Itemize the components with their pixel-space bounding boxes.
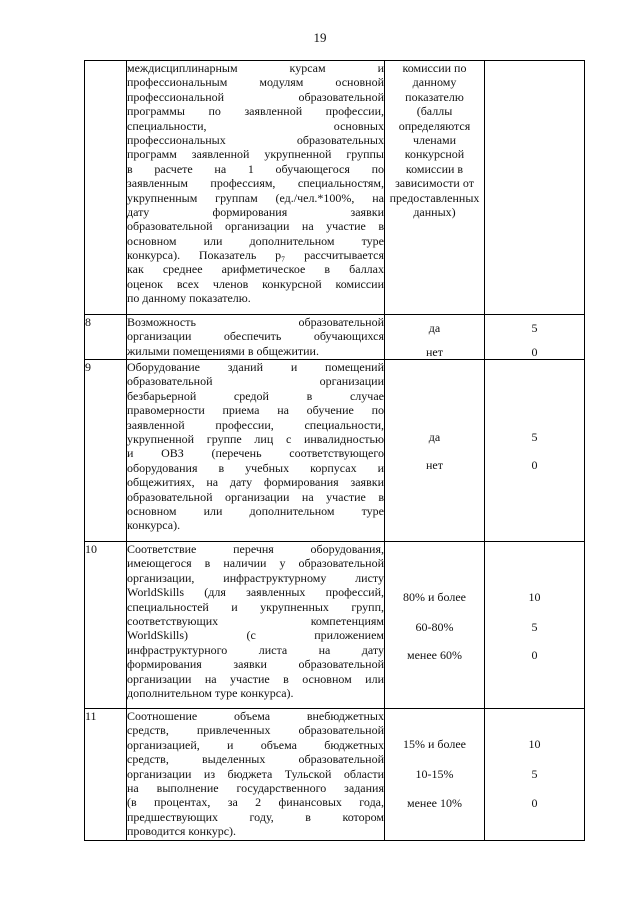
description-line: Соответствие перечня оборудования, — [127, 542, 384, 556]
description-line: основном или дополнительном туре — [127, 233, 384, 248]
description-line: формирования заявки образовательной — [127, 657, 384, 672]
table-row — [85, 709, 585, 841]
description-line: междисциплинарным курсам и — [127, 61, 384, 75]
row-number: 10 — [85, 542, 127, 709]
score-value: 5 — [531, 321, 538, 335]
description-line: дополнительном туре конкурса). — [127, 685, 294, 700]
criteria-option: 10-15% — [415, 767, 454, 781]
description-line: жилыми помещениями в общежитии. — [127, 343, 319, 358]
description-line: оценок всех членов конкурсной комиссии — [127, 276, 384, 291]
criteria-option: 80% и более — [402, 590, 466, 604]
score-value: 0 — [531, 458, 538, 472]
criteria-line: зависимости от — [395, 176, 474, 191]
description-line: WorldSkills) (с приложением — [127, 628, 384, 643]
description-line: организации обеспечить обучающихся — [127, 329, 384, 344]
criteria-table — [84, 60, 585, 841]
table-row — [85, 315, 585, 360]
score-value: 5 — [531, 767, 538, 781]
description-line: укрупненной группе лиц с инвалидностью — [127, 431, 384, 446]
criteria-option: нет — [426, 458, 443, 472]
criteria-line: членами — [412, 133, 457, 148]
description-line: проводится конкурс). — [127, 824, 237, 839]
criteria-line: предоставленных — [389, 190, 480, 205]
criteria-option: нет — [426, 345, 443, 359]
description-line: профессиональным модулям основной — [127, 75, 384, 90]
criteria-line: определяются — [398, 118, 471, 133]
criteria-line: (баллы — [416, 104, 453, 119]
score-value: 5 — [531, 620, 538, 634]
score-cell — [485, 360, 585, 542]
description-line: WorldSkills (для заявленных профессий, — [127, 585, 384, 600]
score-value: 10 — [528, 737, 541, 751]
description-line: конкурса). Показатель p₇ рассчитывается — [127, 248, 384, 263]
criteria-option: 60-80% — [415, 620, 454, 634]
description-line: организации из бюджета Тульской области — [127, 766, 384, 781]
criteria-line: комиссии в — [405, 161, 464, 176]
table-row — [85, 61, 585, 315]
criteria-option: да — [428, 321, 441, 335]
description-line: соответствующих компетенциям — [127, 613, 384, 628]
score-value: 0 — [531, 648, 538, 662]
description-line: специальности, основных — [127, 118, 384, 133]
description-line: (в процентах, за 2 финансовых года, — [127, 795, 384, 810]
criteria-line: комиссии по — [402, 61, 467, 75]
description-line: профессиональных образовательных — [127, 132, 384, 147]
description-line: Оборудование зданий и помещений — [127, 360, 384, 374]
description-line: программы по заявленной профессии, — [127, 104, 384, 119]
evaluation-criteria — [385, 709, 485, 841]
row-number: 11 — [85, 709, 127, 841]
description-line: образовательной организации на участие в — [127, 489, 384, 504]
score-value: 0 — [531, 345, 538, 359]
score-value: 5 — [531, 430, 538, 444]
table-row — [85, 360, 585, 542]
description-line: по данному показателю. — [127, 291, 251, 306]
description-line: на выполнение государственного задания — [127, 780, 384, 795]
evaluation-criteria — [385, 315, 485, 360]
description-line: средств, выделенных образовательной — [127, 752, 384, 767]
description-line: оборудования в учебных корпусах и — [127, 460, 384, 475]
description-line: организации на участие в основном или — [127, 671, 384, 686]
description-line: организации, инфраструктурному листу — [127, 570, 384, 585]
description-line: конкурса). — [127, 518, 181, 533]
evaluation-criteria — [385, 61, 485, 315]
row-number: 8 — [85, 315, 127, 360]
description-line: как среднее арифметическое в баллах — [127, 262, 384, 277]
description-line: профессиональной образовательной — [127, 89, 384, 104]
evaluation-criteria — [385, 542, 485, 709]
description-line: Возможность образовательной — [127, 315, 384, 329]
evaluation-criteria — [385, 360, 485, 542]
description-line: основном или дополнительном туре — [127, 503, 384, 518]
criteria-line: показателю — [405, 89, 464, 104]
score-cell — [485, 542, 585, 709]
score-cell — [485, 709, 585, 841]
description-line: инфраструктурного листа на дату — [127, 642, 384, 657]
description-line: заявленной профессии, специальности, — [127, 417, 384, 432]
description-line: средств, привлеченных образовательной — [127, 723, 384, 738]
indicator-description — [127, 315, 385, 360]
page-number: 19 — [313, 30, 327, 45]
description-line: имеющегося в наличии у образовательной — [127, 556, 384, 571]
score-cell — [485, 61, 585, 315]
description-line: предшествующих году, в котором — [127, 809, 384, 824]
indicator-description — [127, 709, 385, 841]
description-line: программ заявленной укрупненной группы — [127, 147, 384, 162]
description-line: заявленным профессиям, специальностям, — [127, 176, 384, 191]
description-line: безбарьерной средой в случае — [127, 388, 384, 403]
score-cell — [485, 315, 585, 360]
row-number: 9 — [85, 360, 127, 542]
score-value: 10 — [528, 590, 541, 604]
description-line: в расчете на 1 обучающегося по — [127, 161, 384, 176]
description-line: образовательной организации на участие в — [127, 219, 384, 234]
indicator-description — [127, 360, 385, 542]
description-line: общежитиях, на дату формирования заявки — [127, 475, 384, 490]
criteria-option: менее 60% — [407, 648, 462, 662]
criteria-option: менее 10% — [407, 796, 462, 810]
criteria-option: да — [428, 430, 441, 444]
criteria-option: 15% и более — [402, 737, 466, 751]
description-line: Соотношение объема внебюджетных — [127, 709, 384, 723]
indicator-description — [127, 61, 385, 315]
description-line: и ОВЗ (перечень соответствующего — [127, 446, 384, 461]
description-line: укрупненным группам (ед./чел.*100%, на — [127, 190, 384, 205]
row-number — [85, 61, 127, 315]
table-row — [85, 542, 585, 709]
indicator-description — [127, 542, 385, 709]
description-line: правомерности приема на обучение по — [127, 403, 384, 418]
score-value: 0 — [531, 796, 538, 810]
criteria-line: конкурсной — [404, 147, 465, 162]
criteria-line: данному — [412, 75, 457, 90]
description-line: образовательной организации — [127, 374, 384, 389]
description-line: организацией, и объема бюджетных — [127, 737, 384, 752]
criteria-line: данных) — [413, 205, 456, 220]
description-line: дату формирования заявки — [127, 204, 384, 219]
description-line: специальностей и укрупненных групп, — [127, 599, 384, 614]
